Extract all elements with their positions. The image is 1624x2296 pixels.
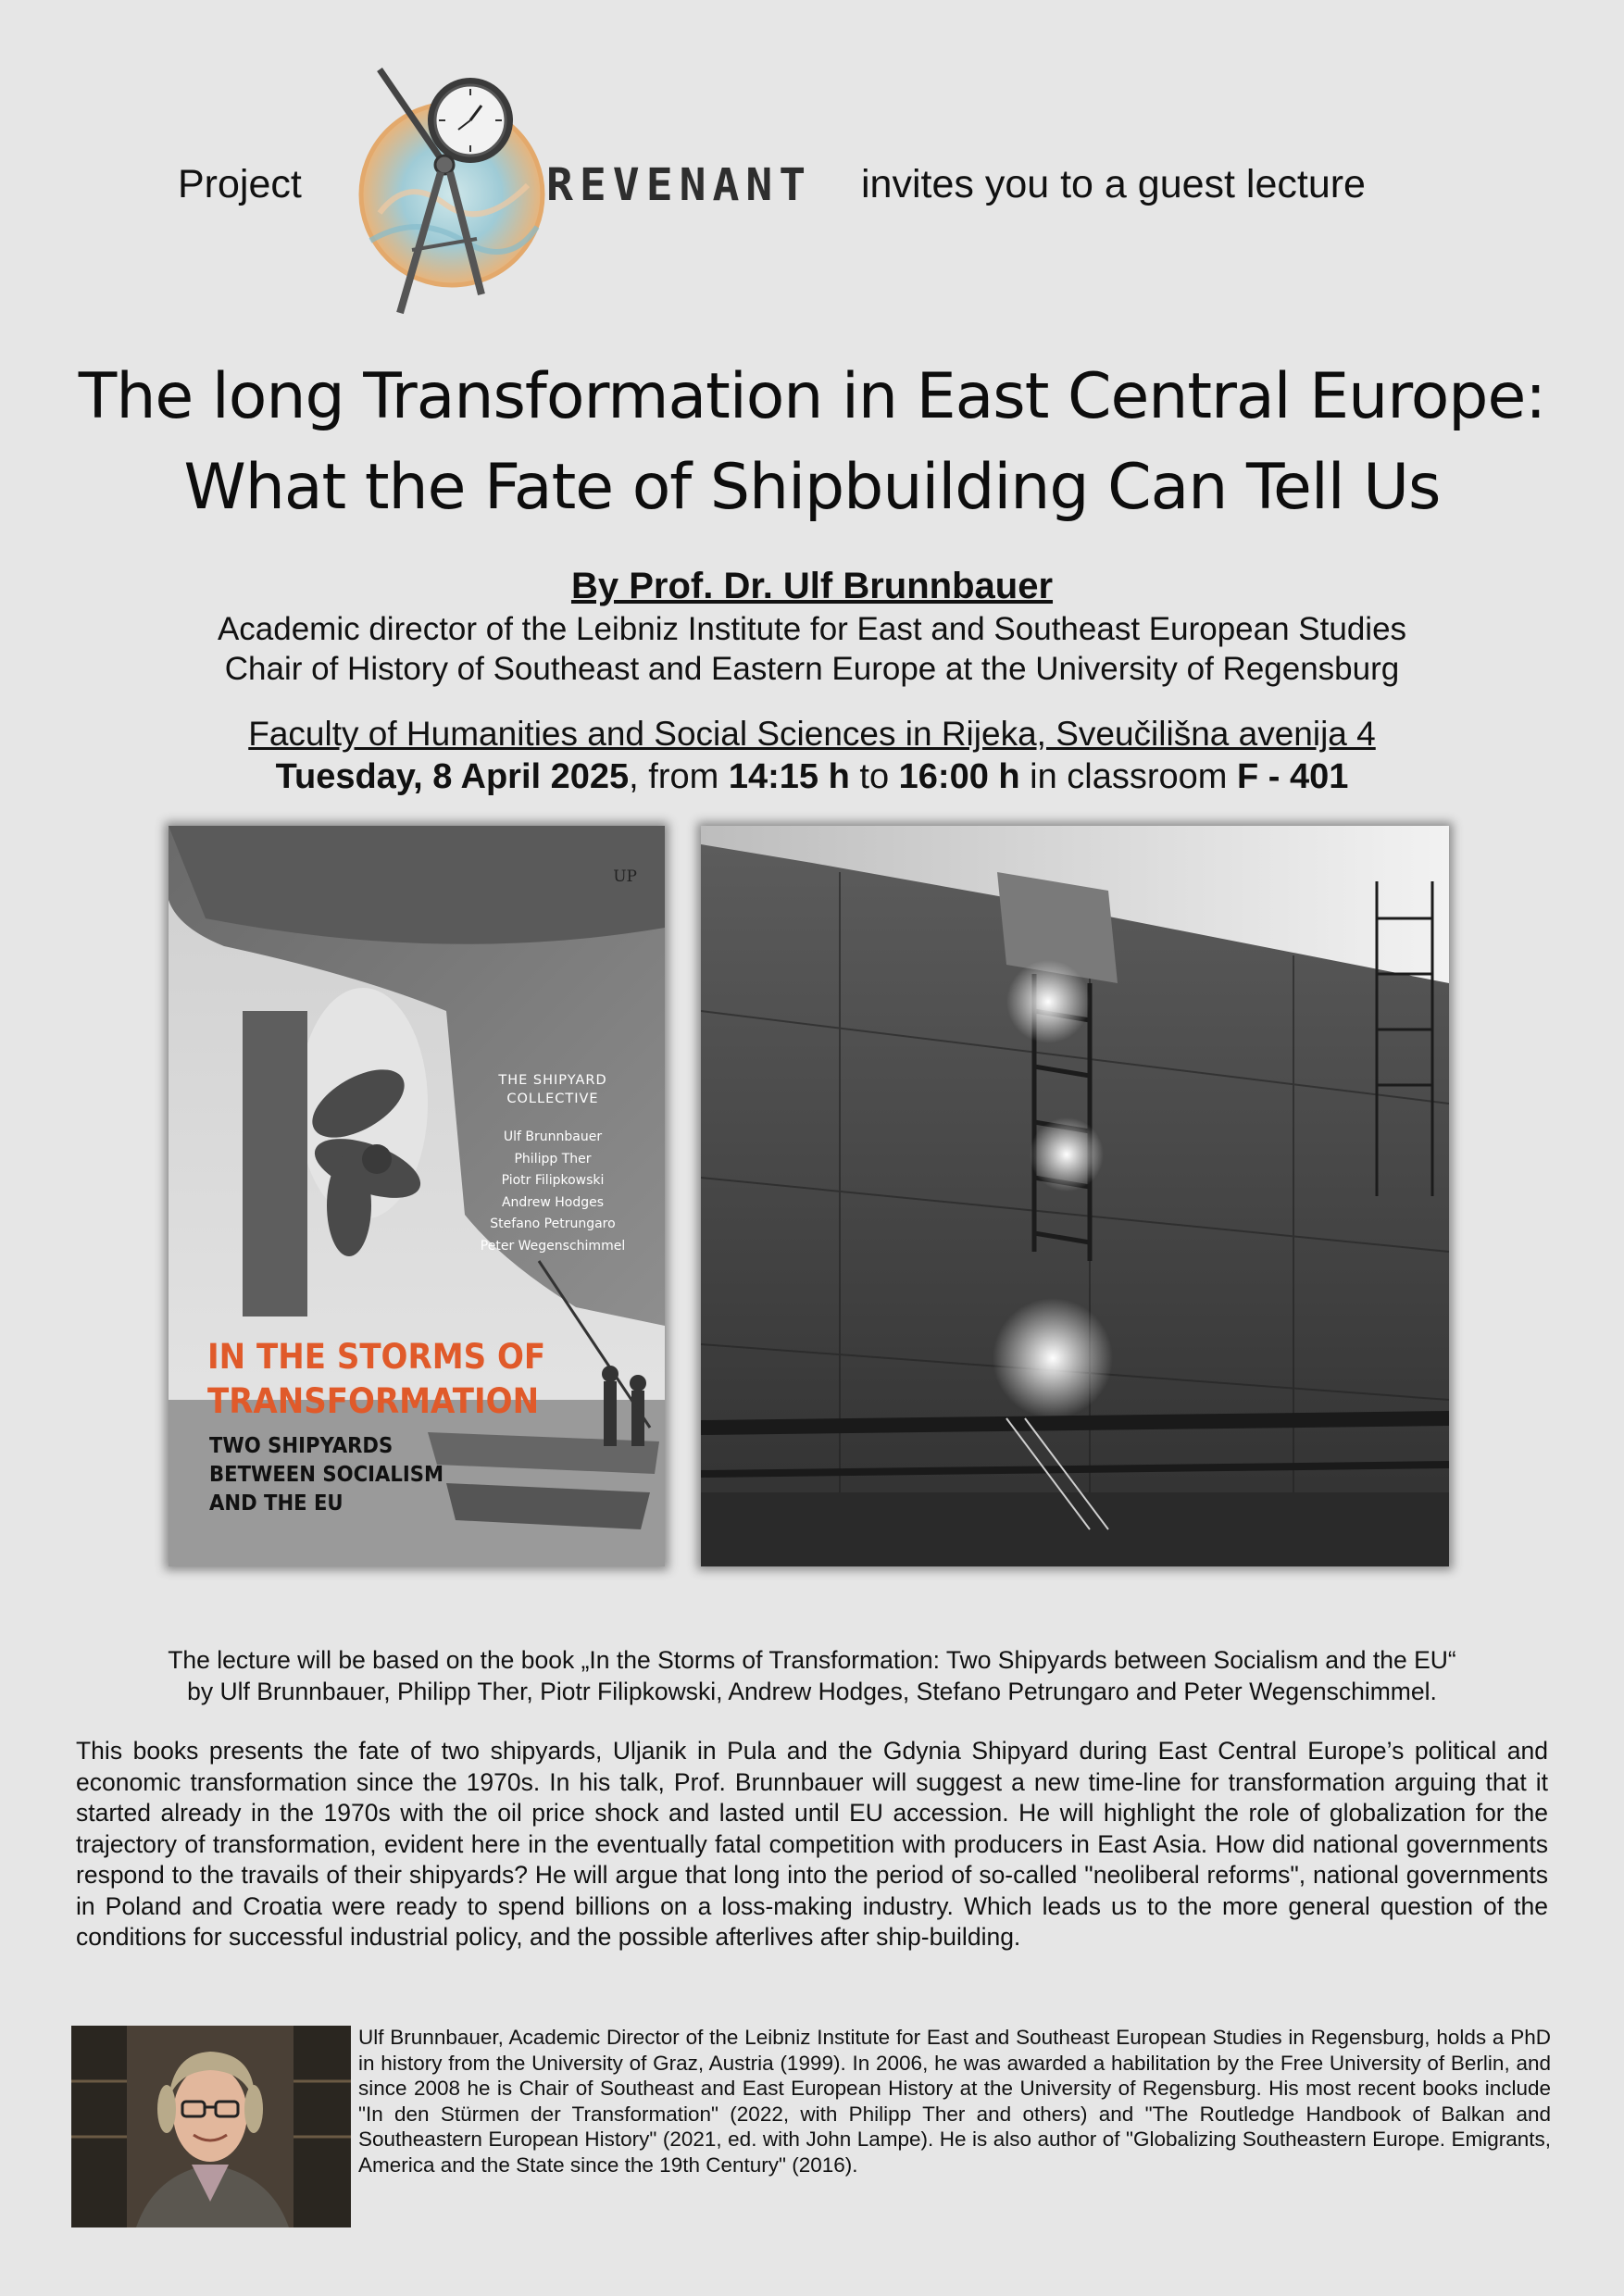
title-line-1: The long Transformation in East Central Europe:: [78, 360, 1546, 433]
invitation-text: invites you to a guest lecture: [861, 162, 1366, 206]
book-cover-image: [169, 826, 665, 1566]
collective-line-1: THE SHIPYARD: [498, 1073, 607, 1088]
book-title-line-1: IN THE STORMS OF: [207, 1337, 546, 1377]
speaker-role-1: Academic director of the Leibniz Institute for East and Southeast European Studies: [217, 611, 1407, 647]
to-text: to: [849, 757, 899, 796]
lecture-title: [0, 352, 1624, 533]
book-subtitle-line-1: TWO SHIPYARDS: [209, 1434, 394, 1458]
book-collective: [446, 1071, 659, 1108]
end-time: 16:00 h: [898, 757, 1020, 796]
date-time-line: [0, 755, 1624, 798]
from-text: , from: [629, 757, 729, 796]
speaker-name: By Prof. Dr. Ulf Brunnbauer: [570, 566, 1054, 606]
speaker-block: [0, 563, 1624, 689]
venue-location: Faculty of Humanities and Social Sciences in Rijeka, Sveučilišna avenija 4: [248, 715, 1376, 753]
book-author: Piotr Filipkowski: [501, 1173, 605, 1188]
book-author: Andrew Hodges: [501, 1194, 605, 1210]
book-title-line-2: TRANSFORMATION: [207, 1381, 540, 1421]
speaker-biography: Ulf Brunnbauer, Academic Director of the Leibniz Institute for East and Southeast European Studies in Regensburg, holds a PhD in history from the University of Graz, Austria (1999). In 2006, he was awarded a habilitation by the Free University of Berlin, and since 2008 he is Chair of Southeast and East European History at the University of Regensburg. His most recent books include "In den Stürmen der Transformation" (2022, with Philipp Ther and others) and "The Routledge Handbook of Balkan and Southeastern European History" (2021, ed. with John Lampe). He is also author of "Globalizing Southeastern Europe. Emigrants, America and the State since the 19th Century" (2016).: [358, 2026, 1551, 2177]
book-author: Philipp Ther: [514, 1151, 592, 1167]
title-line-2: What the Fate of Shipbuilding Can Tell Us: [183, 451, 1441, 524]
lecture-basis-line-2: by Ulf Brunnbauer, Philipp Ther, Piotr Filipkowski, Andrew Hodges, Stefano Petrungaro and Peter Wegenschimmel.: [187, 1678, 1437, 1705]
collective-line-2: COLLECTIVE: [506, 1092, 599, 1106]
book-authors: [446, 1127, 659, 1257]
shipyard-hull-illustration: [701, 826, 1449, 1566]
book-author: Peter Wegenschimmel: [480, 1238, 626, 1254]
book-author: Stefano Petrungaro: [490, 1217, 616, 1231]
lecture-date: Tuesday, 8 April 2025: [275, 757, 630, 796]
portrait-illustration: [71, 2026, 351, 2227]
book-subtitle-line-3: AND THE EU: [209, 1491, 344, 1516]
book-title: [207, 1335, 545, 1424]
book-subtitle: [209, 1432, 443, 1518]
speaker-portrait: [71, 2026, 351, 2227]
abstract-paragraph: This books presents the fate of two shipyards, Uljanik in Pula and the Gdynia Shipyard during East Central Europe’s political and economic transformation since the 1970s. In his talk, Prof. Brunnbauer will suggest a new time-line for transformation arguing that it started already in the 1970s with the oil price shock and lasted until EU accession. He will highlight the role of globalization for the trajectory of transformation, evident here in the eventually fatal competition with producers in East Asia. How did national governments respond to the travails of their shipyards? He will argue that long into the period of so-called "neoliberal reforms", national governments in Poland and Croatia were ready to spend billions on a loss-making industry. Which leads us to the more general question of the conditions for successful industrial policy, and the possible afterlives after ship-building.: [76, 1737, 1548, 1951]
speaker-role-2: Chair of History of Southeast and Eastern Europe at the University of Regensburg: [224, 651, 1400, 687]
classroom: F - 401: [1237, 757, 1349, 796]
room-text: in classroom: [1019, 757, 1238, 796]
header: [0, 56, 1624, 315]
lecture-basis-text: [56, 1644, 1568, 1707]
lecture-basis-line-1: The lecture will be based on the book „In the Storms of Transformation: Two Shipyards between Socialism and the EU“: [168, 1646, 1456, 1674]
publisher-mark: UP: [613, 867, 637, 886]
revenant-wordmark: REVENANT: [546, 159, 813, 211]
start-time: 14:15 h: [728, 757, 850, 796]
project-label: Project: [178, 162, 302, 206]
venue-block: [0, 713, 1624, 798]
revenant-logo-icon: [343, 65, 551, 319]
book-subtitle-line-2: BETWEEN SOCIALISM: [209, 1463, 444, 1487]
book-author: Ulf Brunnbauer: [503, 1129, 603, 1144]
shipyard-photo: [701, 826, 1449, 1566]
